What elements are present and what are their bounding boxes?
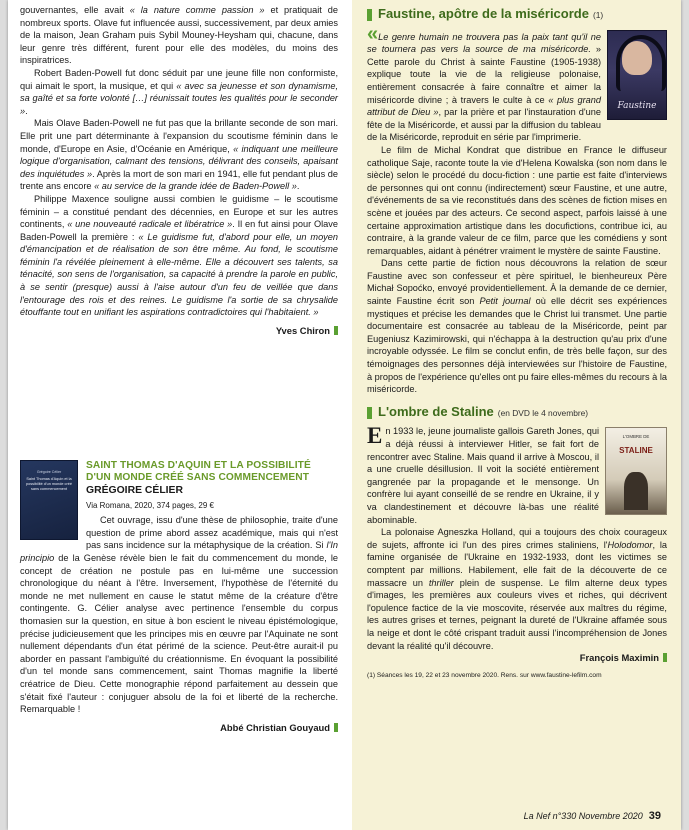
review-body [20, 514, 338, 716]
film-reviews-panel [352, 0, 681, 830]
review-book-meta: Via Romana, 2020, 374 pages, 29 € [86, 500, 214, 510]
review-book-author: GRÉGOIRE CÉLIER [86, 485, 183, 496]
paragraph [20, 514, 338, 716]
text-run: Dans cette partie de fiction nous découvrons la relation de sœur Faustine avec son confesseur et père spirituel, le bienheureux Père Michał Sopoćko, envoyé providentiellement. À la demande de ce dernier, sainte Faustine écrit son [367, 258, 667, 307]
text-run: plein de suspense. Le film alterne deux types d'images, les premières aux couleurs vives et riches, qui décrivent l'opulence factice de la vie moscovite, réservée aux maîtres du régime, les autres grises et ternes, peignant la dureté de l'Ukraine affamée sous la neige et dont le côté crispant traduit aussi l'incompréhension de Jones devant la réalité qu'il découvre. [367, 577, 667, 651]
section-marker-icon [367, 9, 372, 21]
book-review [20, 460, 338, 734]
section-marker-icon [367, 407, 372, 419]
staline-poster-title: STALINE [619, 446, 653, 456]
italic-run: « avec sa jeunesse et son dynamisme, sa gaîté et sa forte volonté […] réunissait toutes les qualités pour le seconder » [20, 80, 338, 116]
faustine-poster-image [607, 30, 667, 120]
italic-run: « indiquant une meilleure logique d'organisation, calmant des tensions, délivrant des conseils, apaisant des inquiétudes » [20, 143, 338, 179]
staline-poster-top: L'OMBRE DE [622, 434, 650, 440]
book-cover-title: Saint Thomas d'Aquin et la possibilité d'un monde créé sans commencement [26, 477, 72, 491]
text-run: Robert Baden-Powell fut donc séduit par une jeune fille non conformiste, qui aimait le sport, la musique, et qui [20, 67, 338, 91]
poster-figure-shape [624, 472, 648, 510]
paragraph [20, 67, 338, 117]
text-run: et pratiquait de nombreux sports. Olave fut influencée aussi, successivement, par deux amies de la maison, Jean Graham puis Sybil Mouney-Heysham qui, chacune, dans leur genre très différent, furent pour elle des modèles, du moins des inspiratrices. [20, 5, 338, 66]
text-run: Mais Olave Baden-Powell ne fut pas que la brillante seconde de son mari. Elle prit une part déterminante à l'expansion du scoutisme féminin dans le monde, d'Europe en Asie, d'Océanie en Amérique, [20, 118, 338, 154]
text-run: , par la prière et par l'instauration d'une fête de la Miséricorde, et aussi par la diffusion du tableau de la Miséricorde, reproduit en série par l'imprimerie. [367, 107, 601, 143]
italic-run: « Le guidisme fut, d'abord pour elle, un moyen d'émancipation et de réalisation de son être même. Au fond, le scoutisme féminin l'a révélée pleinement à elle-même. Elle a découvert ses talents, sa ténacité, son sens de l'organisation, sa capacité à prendre la parole en public, à se sentir (presque) aussi à l'aise autour d'un feu de veillée que dans l'entourage des rois et des reines. Le guidisme l'a sortie de sa chrysalide étouffante tout en unifiant les aspirations contradictoires qui l'habitaient. » [20, 231, 338, 318]
poster-face-shape [622, 41, 652, 75]
text-run: Le film de Michal Kondrat que distribue en France le diffuseur catholique Saje, raconte toute la vie d'Helena Kowalska (son nom dans le siècle) selon le procédé du docu-fiction : une partie est faite d'interviews de personnes qui ont connu (indirectement) sœur Faustine, et une autre, d'événements de sa vie reconstitués dans des scènes de fiction mises en scène et jouées par des acteurs. Ce second aspect, parfois laissé à une certaine approximation artistique dans les docufictions, contribue ici, au contraire, à la grande valeur de ce film, parce que les comédiens y sont remarquables, aidant à pénétrer vraiment le mystère de sainte Faustine. [367, 144, 667, 256]
faustine-footnote-ref: (1) [592, 10, 604, 20]
italic-run: Petit journal [479, 296, 531, 307]
staline-signature: François Maximin [367, 652, 667, 665]
book-cover-image [20, 460, 78, 540]
text-run: La polonaise Agneszka Holland, qui a toujours des choix courageux de sujets, affronte ici l'un des pires crimes staliniens, l' [367, 527, 667, 550]
italic-run: « une nouveauté radicale et libératrice » [67, 219, 233, 230]
faustine-poster-title: Faustine [617, 101, 657, 111]
open-quote-mark: « [367, 22, 379, 45]
text-run: , la famine organisée de l'Ukraine en 1932-1933, dont les victimes se comptent par millions. Habilement, elle fait de la découverte de ce massacre un [367, 539, 667, 588]
text-run: . Il en fut ainsi pour Olave Baden-Powell la première : [20, 219, 338, 242]
faustine-title: Faustine, apôtre de la miséricorde [378, 6, 589, 21]
staline-title: L'ombre de Staline [378, 403, 494, 419]
review-title: SAINT THOMAS D'AQUIN ET LA POSSIBILITÉ D'UN MONDE CRÉÉ SANS COMMENCEMENT [86, 460, 311, 483]
article-signature: Yves Chiron [20, 325, 338, 338]
text-run: Philippe Maxence souligne aussi combien le guidisme – le scoutisme féminin – a constitué pendant des décennies, en Europe et sur les autres continents, [20, 193, 338, 230]
italic-run: « au service de la grande idée de Baden-Powell » [94, 181, 297, 192]
italic-run: Le genre humain ne trouvera pas la paix tant qu'il ne se tournera pas vers la source de ma miséricorde. [367, 31, 601, 55]
page-footer [524, 810, 661, 822]
text-run: . Après la mort de son mari en 1941, elle fut pendant plus de trente ans encore [20, 168, 338, 192]
text-run: . [296, 181, 300, 192]
italic-run: « la nature comme passion » [129, 5, 265, 15]
book-cover-author: Grégoire Célier [36, 470, 62, 474]
paragraph [367, 526, 667, 652]
text-run: n 1933 le, jeune journaliste gallois Gareth Jones, qui a déjà réussi à interviewer Hitler, se fait fort de rencontrer avec Staline. Mais quand il arrive à Moscou, il a une cruelle désillusion. Il voit la société entièrement gangrenée par la propagande et le mensonge. Un confrère lui ayant conseillé de se rendre en Ukraine, il y va clandestinement et découvre là-bas une réalité abominable. [367, 426, 599, 525]
article-body [20, 4, 338, 319]
page-number: 39 [648, 810, 661, 822]
text-run: » Cette parole du Christ à sainte Faustine (1905-1938) explique toute la vie de la religieuse polonaise, entièrement consacrée à faire connaître et aimer la miséricorde divine ; à travers le culte à ce [367, 44, 601, 105]
text-run: où elle décrit ses expériences mystiques et précise les demandes que le Christ lui transmet. Une partie documentaire est consacrée au tableau de la Miséricorde, peint par Eugeniusz Kazimirowski, qui n'échappa à la destruction qu'au prix d'une incroyable odyssée. Le film se conclut enfin, de très belle façon, sur des témoignages des personnes déjà interviewées sur l'histoire de Faustine, à propos de l'expérience qu'elles ont pu faire elles-mêmes du recours à la miséricorde. [367, 296, 667, 395]
issue-label: La Nef n°330 Novembre 2020 [523, 811, 643, 821]
paragraph [20, 4, 338, 67]
signature-mark-icon [334, 723, 338, 732]
text-run: gouvernantes, elle avait [20, 5, 130, 15]
staline-release-note: (en DVD le 4 novembre) [497, 407, 589, 418]
text-run: de la Genèse révèle bien le fait du commencement du monde, le concept de création ne postule pas en lui-même une succession chronologique du néant à l'être. Inversement, l'hypothèse de l'éternité du monde ne met nullement en cause le statut même de la créature d'être contingente. G. Célier analyse avec pertinence l'ensemble du corpus thomasien sur la question, en situe à bon escient le niveau épistémologique, précise judicieusement que les principes mis en œuvre par l'Aquinate ne sont nullement dépendants d'un état périmé de la science. Peut-être aurait-il pu aborder en passant l'ambiguïté du créationnisme. En évoquant la possibilité d'un tel monde sans commencement, saint Thomas magnifie la liberté créatrice de Dieu. Cette monographie répond parfaitement au dessein que s'était fixé l'auteur : conjuguer absolu de la foi et liberté de la recherche. Remarquable ! [20, 552, 338, 715]
italic-run: l'In principio [20, 540, 338, 563]
drop-cap: E [367, 423, 383, 449]
staline-poster-image [605, 427, 667, 515]
paragraph [367, 257, 667, 396]
footnote: (1) Séances les 19, 22 et 23 novembre 2020. Rens. sur www.faustine-lefilm.com [367, 671, 602, 679]
text-run: . [25, 105, 28, 116]
paragraph [20, 193, 338, 319]
signature-mark-icon [663, 653, 667, 662]
italic-run: Holodomor [607, 539, 653, 550]
paragraph [20, 117, 338, 193]
signature-mark-icon [334, 326, 338, 335]
italic-run: thriller [428, 577, 454, 588]
faustine-heading [367, 8, 667, 22]
paragraph [367, 144, 667, 257]
magazine-page [8, 0, 681, 830]
review-signature: Abbé Christian Gouyaud [20, 722, 338, 735]
article-continuation [20, 4, 338, 337]
staline-heading [367, 403, 667, 420]
italic-run: « plus grand attribut de Dieu » [367, 94, 601, 118]
text-run: Cet ouvrage, issu d'une thèse de philosophie, traite d'une question de prime abord assez académique, mais qui n'est pas sans incidence sur la métaphysique de la création. Si [86, 515, 338, 551]
